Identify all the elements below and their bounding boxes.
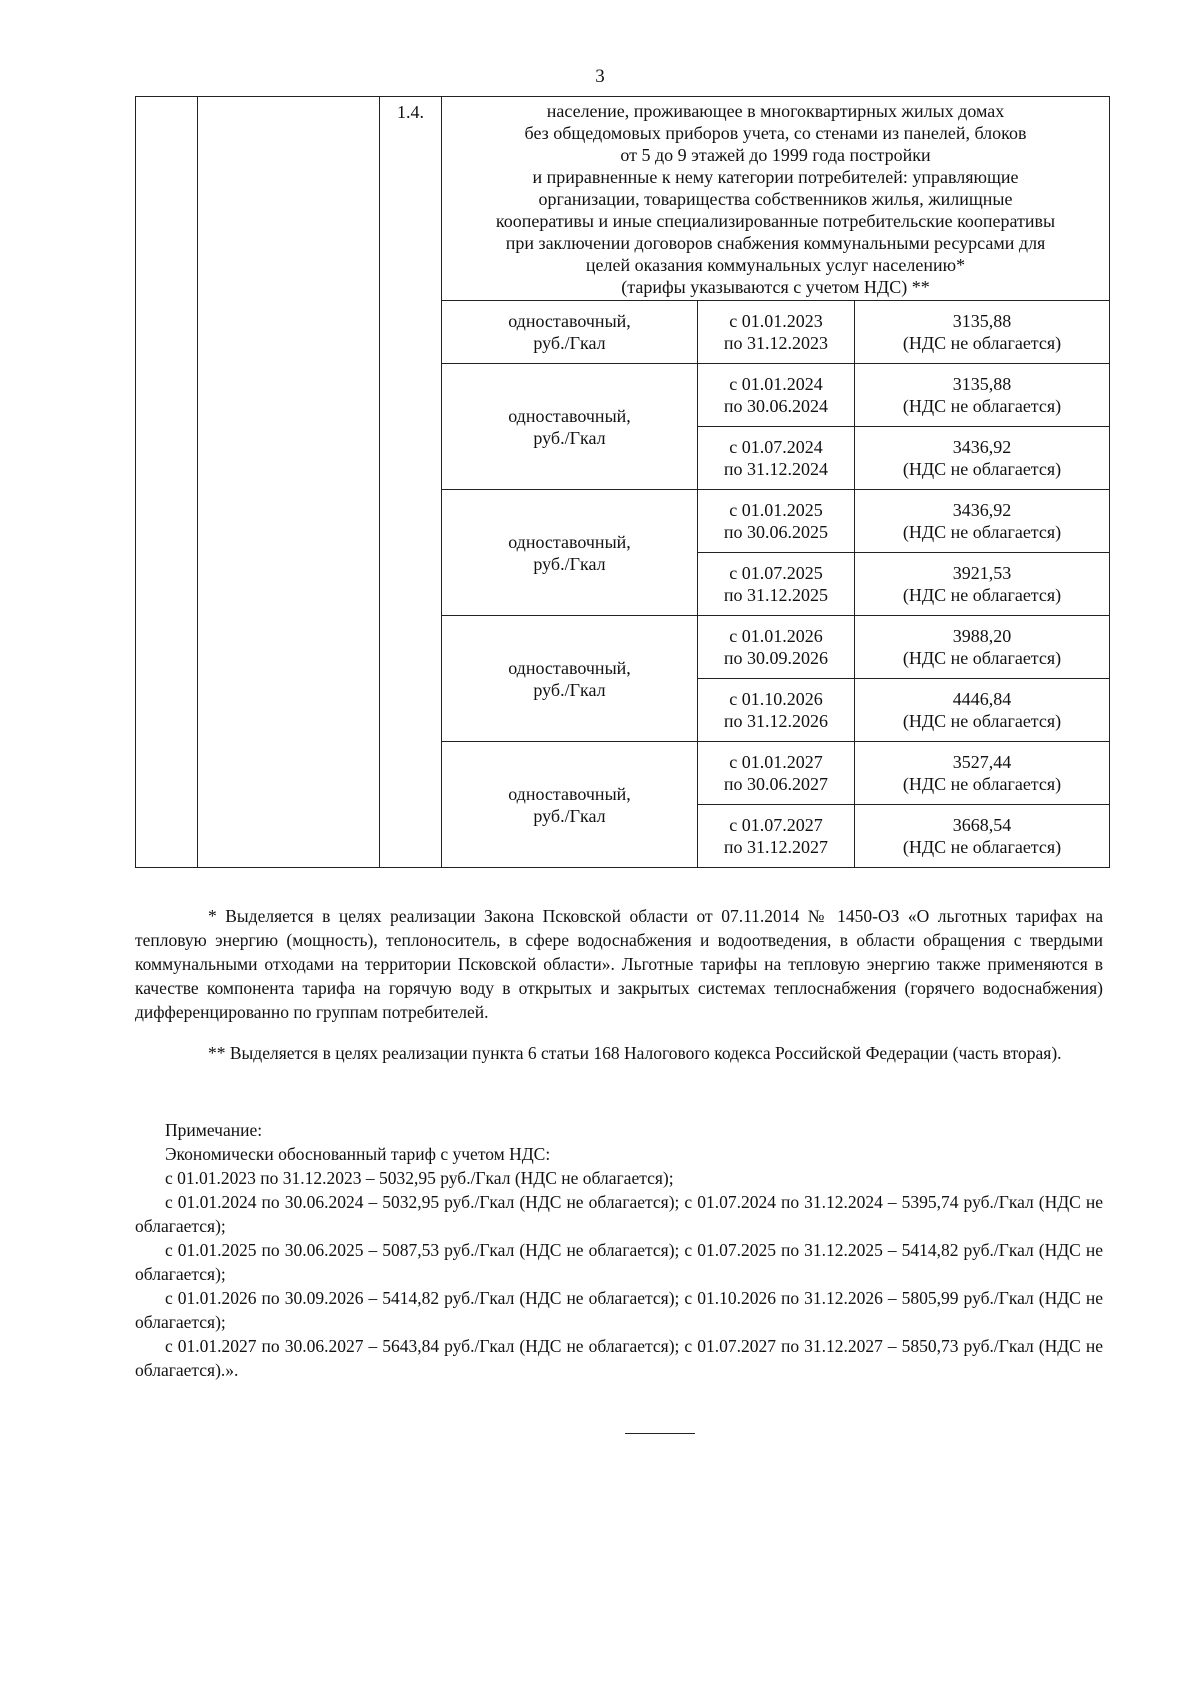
tariff-value: 3135,88 xyxy=(952,374,1012,394)
heading-line: население, проживающее в многоквартирных жилых домах xyxy=(546,101,1005,121)
period-from: с 01.01.2023 xyxy=(729,311,823,331)
period-cell xyxy=(698,805,855,868)
period-cell xyxy=(698,427,855,490)
heading-line: кооперативы и иные специализированные потребительские кооперативы xyxy=(495,211,1056,231)
tariff-value-cell xyxy=(855,616,1110,679)
table-heading-row xyxy=(136,97,1110,301)
vat-note: (НДС не облагается) xyxy=(902,585,1062,605)
heading-line: организации, товарищества собственников жилья, жилищные xyxy=(538,189,1013,209)
vat-note: (НДС не облагается) xyxy=(902,711,1062,731)
tariff-value-cell xyxy=(855,553,1110,616)
note-item: с 01.01.2027 по 30.06.2027 – 5643,84 руб./Гкал (НДС не облагается); с 01.07.2027 по 31.12.2027 – 5850,73 руб./Гкал (НДС не облагается).». xyxy=(135,1336,1103,1380)
empty-cell xyxy=(136,97,198,868)
period-from: с 01.07.2027 xyxy=(729,815,823,835)
tariff-value: 4446,84 xyxy=(952,689,1012,709)
vat-note: (НДС не облагается) xyxy=(902,648,1062,668)
footnote-double-asterisk: ** Выделяется в целях реализации пункта 6 статьи 168 Налогового кодекса Российской Федерации (часть вторая). xyxy=(208,1043,1062,1063)
tariff-type: одноставочный, xyxy=(508,531,631,552)
tariff-unit: руб./Гкал xyxy=(533,805,606,826)
period-to: по 31.12.2024 xyxy=(723,459,829,479)
notes-subtitle: Экономически обоснованный тариф с учетом НДС: xyxy=(165,1144,551,1164)
vat-note: (НДС не облагается) xyxy=(902,396,1062,416)
tariff-type: одноставочный, xyxy=(508,405,631,426)
tariff-value: 3527,44 xyxy=(952,752,1012,772)
period-to: по 31.12.2027 xyxy=(723,837,829,857)
period-to: по 31.12.2025 xyxy=(723,585,829,605)
tariff-type: одноставочный, xyxy=(508,783,631,804)
tariff-type-cell xyxy=(442,301,698,364)
end-divider xyxy=(625,1433,695,1434)
heading-line: от 5 до 9 этажей до 1999 года постройки xyxy=(620,145,931,165)
notes-section xyxy=(135,1118,1103,1382)
period-from: с 01.01.2026 xyxy=(729,626,823,646)
period-to: по 31.12.2026 xyxy=(723,711,829,731)
note-item: с 01.01.2024 по 30.06.2024 – 5032,95 руб./Гкал (НДС не облагается); с 01.07.2024 по 31.12.2024 – 5395,74 руб./Гкал (НДС не облагается); xyxy=(135,1192,1103,1236)
footnote-single-asterisk: * Выделяется в целях реализации Закона Псковской области от 07.11.2014 № 1450-ОЗ «О льготных тарифах на тепловую энергию (мощность), теплоноситель, в сфере водоснабжения и водоотведения, в области обращения с твердыми коммунальными отходами на территории Псковской области». Льготные тарифы на тепловую энергию также применяются в качестве компонента тарифа на горячую воду в открытых и закрытых системах теплоснабжения (горячего водоснабжения) дифференцированно по группам потребителей. xyxy=(135,906,1103,1022)
period-from: с 01.01.2024 xyxy=(729,374,823,394)
tariff-unit: руб./Гкал xyxy=(533,427,606,448)
period-cell xyxy=(698,742,855,805)
vat-note: (НДС не облагается) xyxy=(902,333,1062,353)
tariff-type-cell xyxy=(442,364,698,490)
period-cell xyxy=(698,490,855,553)
period-from: с 01.07.2025 xyxy=(729,563,823,583)
tariff-value-cell xyxy=(855,490,1110,553)
consumer-category-heading xyxy=(442,97,1110,301)
tariff-type-cell xyxy=(442,616,698,742)
period-from: с 01.07.2024 xyxy=(729,437,823,457)
vat-note: (НДС не облагается) xyxy=(902,774,1062,794)
tariff-unit: руб./Гкал xyxy=(533,333,606,353)
tariff-value: 3668,54 xyxy=(952,815,1012,835)
period-to: по 30.06.2027 xyxy=(723,774,829,794)
tariff-value: 3921,53 xyxy=(952,563,1012,583)
tariff-table xyxy=(135,96,1110,868)
heading-line: без общедомовых приборов учета, со стенами из панелей, блоков xyxy=(524,123,1027,143)
heading-line: при заключении договоров снабжения коммунальными ресурсами для xyxy=(505,233,1046,253)
period-from: с 01.01.2027 xyxy=(729,752,823,772)
note-item: с 01.01.2026 по 30.09.2026 – 5414,82 руб./Гкал (НДС не облагается); с 01.10.2026 по 31.12.2026 – 5805,99 руб./Гкал (НДС не облагается); xyxy=(135,1288,1103,1332)
tariff-type-cell xyxy=(442,490,698,616)
tariff-type: одноставочный, xyxy=(508,311,631,331)
period-cell xyxy=(698,364,855,427)
period-cell xyxy=(698,679,855,742)
period-to: по 30.06.2025 xyxy=(723,522,829,542)
vat-note: (НДС не облагается) xyxy=(902,522,1062,542)
heading-line: и приравненные к нему категории потребителей: управляющие xyxy=(532,167,1019,187)
note-item: с 01.01.2025 по 30.06.2025 – 5087,53 руб./Гкал (НДС не облагается); с 01.07.2025 по 31.12.2025 – 5414,82 руб./Гкал (НДС не облагается); xyxy=(135,1240,1103,1284)
tariff-unit: руб./Гкал xyxy=(533,679,606,700)
tariff-value-cell xyxy=(855,679,1110,742)
heading-line: (тарифы указываются с учетом НДС) ** xyxy=(621,277,930,297)
period-cell xyxy=(698,616,855,679)
tariff-value: 3988,20 xyxy=(952,626,1012,646)
tariff-value-cell xyxy=(855,364,1110,427)
tariff-value-cell xyxy=(855,742,1110,805)
tariff-unit: руб./Гкал xyxy=(533,553,606,574)
vat-note: (НДС не облагается) xyxy=(902,459,1062,479)
period-cell xyxy=(698,553,855,616)
note-item: с 01.01.2023 по 31.12.2023 – 5032,95 руб./Гкал (НДС не облагается); xyxy=(165,1168,674,1188)
tariff-value: 3436,92 xyxy=(952,437,1012,457)
heading-line: целей оказания коммунальных услуг населению* xyxy=(585,255,966,275)
period-from: с 01.10.2026 xyxy=(729,689,823,709)
period-from: с 01.01.2025 xyxy=(729,500,823,520)
period-to: по 30.06.2024 xyxy=(723,396,829,416)
tariff-type: одноставочный, xyxy=(508,657,631,678)
empty-cell xyxy=(198,97,380,868)
period-to: по 30.09.2026 xyxy=(723,648,829,668)
period-to: по 31.12.2023 xyxy=(723,333,829,353)
tariff-type-cell xyxy=(442,742,698,868)
page-number: 3 xyxy=(595,66,605,87)
tariff-value-cell xyxy=(855,301,1110,364)
tariff-value-cell xyxy=(855,805,1110,868)
tariff-value-cell xyxy=(855,427,1110,490)
vat-note: (НДС не облагается) xyxy=(902,837,1062,857)
period-cell xyxy=(698,301,855,364)
notes-label: Примечание: xyxy=(165,1120,263,1140)
tariff-value: 3436,92 xyxy=(952,500,1012,520)
tariff-value: 3135,88 xyxy=(952,311,1012,331)
row-number: 1.4. xyxy=(380,97,442,868)
